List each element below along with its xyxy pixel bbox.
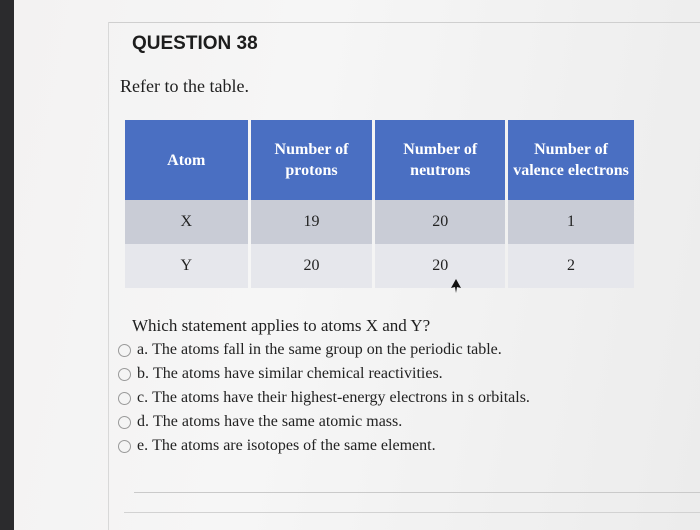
option-text: The atoms are isotopes of the same element. [152, 437, 436, 454]
atom-table [122, 120, 637, 288]
question-title: QUESTION 38 [132, 33, 258, 54]
cell-valence: 2 [508, 244, 634, 288]
divider [134, 492, 700, 493]
cell-atom: X [125, 200, 248, 244]
table-header-row [125, 120, 634, 200]
radio-button-icon[interactable] [118, 344, 131, 357]
radio-button-icon[interactable] [118, 392, 131, 405]
divider [124, 512, 700, 513]
cell-valence: 1 [508, 200, 634, 244]
table-row [125, 244, 634, 288]
option-d[interactable] [118, 410, 530, 434]
header-neutrons: Number of neutrons [375, 120, 505, 200]
option-text: The atoms have the same atomic mass. [153, 413, 403, 430]
arrow-cursor-icon [450, 278, 462, 294]
answer-options [118, 338, 530, 458]
header-atom: Atom [125, 120, 248, 200]
cell-neutrons: 20 [375, 244, 505, 288]
option-b[interactable] [118, 362, 530, 386]
option-letter: d. [137, 413, 149, 430]
cell-protons: 19 [251, 200, 373, 244]
screen [14, 0, 700, 530]
cell-atom: Y [125, 244, 248, 288]
option-text: The atoms have their highest-energy electrons in s orbitals. [152, 389, 530, 406]
content-top-border [108, 22, 700, 23]
radio-button-icon[interactable] [118, 440, 131, 453]
question-intro: Refer to the table. [120, 76, 249, 96]
option-text: The atoms have similar chemical reactivities. [153, 365, 443, 382]
cell-neutrons: 20 [375, 200, 505, 244]
question-prompt: Which statement applies to atoms X and Y? [132, 316, 431, 335]
option-letter: c. [137, 389, 149, 406]
header-protons: Number of protons [251, 120, 373, 200]
option-a[interactable] [118, 338, 530, 362]
option-text: The atoms fall in the same group on the periodic table. [152, 341, 502, 358]
option-c[interactable] [118, 386, 530, 410]
option-letter: b. [137, 365, 149, 382]
cell-protons: 20 [251, 244, 373, 288]
header-valence-electrons: Number of valence electrons [508, 120, 634, 200]
table-row [125, 200, 634, 244]
option-letter: a. [137, 341, 149, 358]
content-left-border [108, 22, 109, 530]
option-e[interactable] [118, 434, 530, 458]
radio-button-icon[interactable] [118, 416, 131, 429]
radio-button-icon[interactable] [118, 368, 131, 381]
option-letter: e. [137, 437, 149, 454]
